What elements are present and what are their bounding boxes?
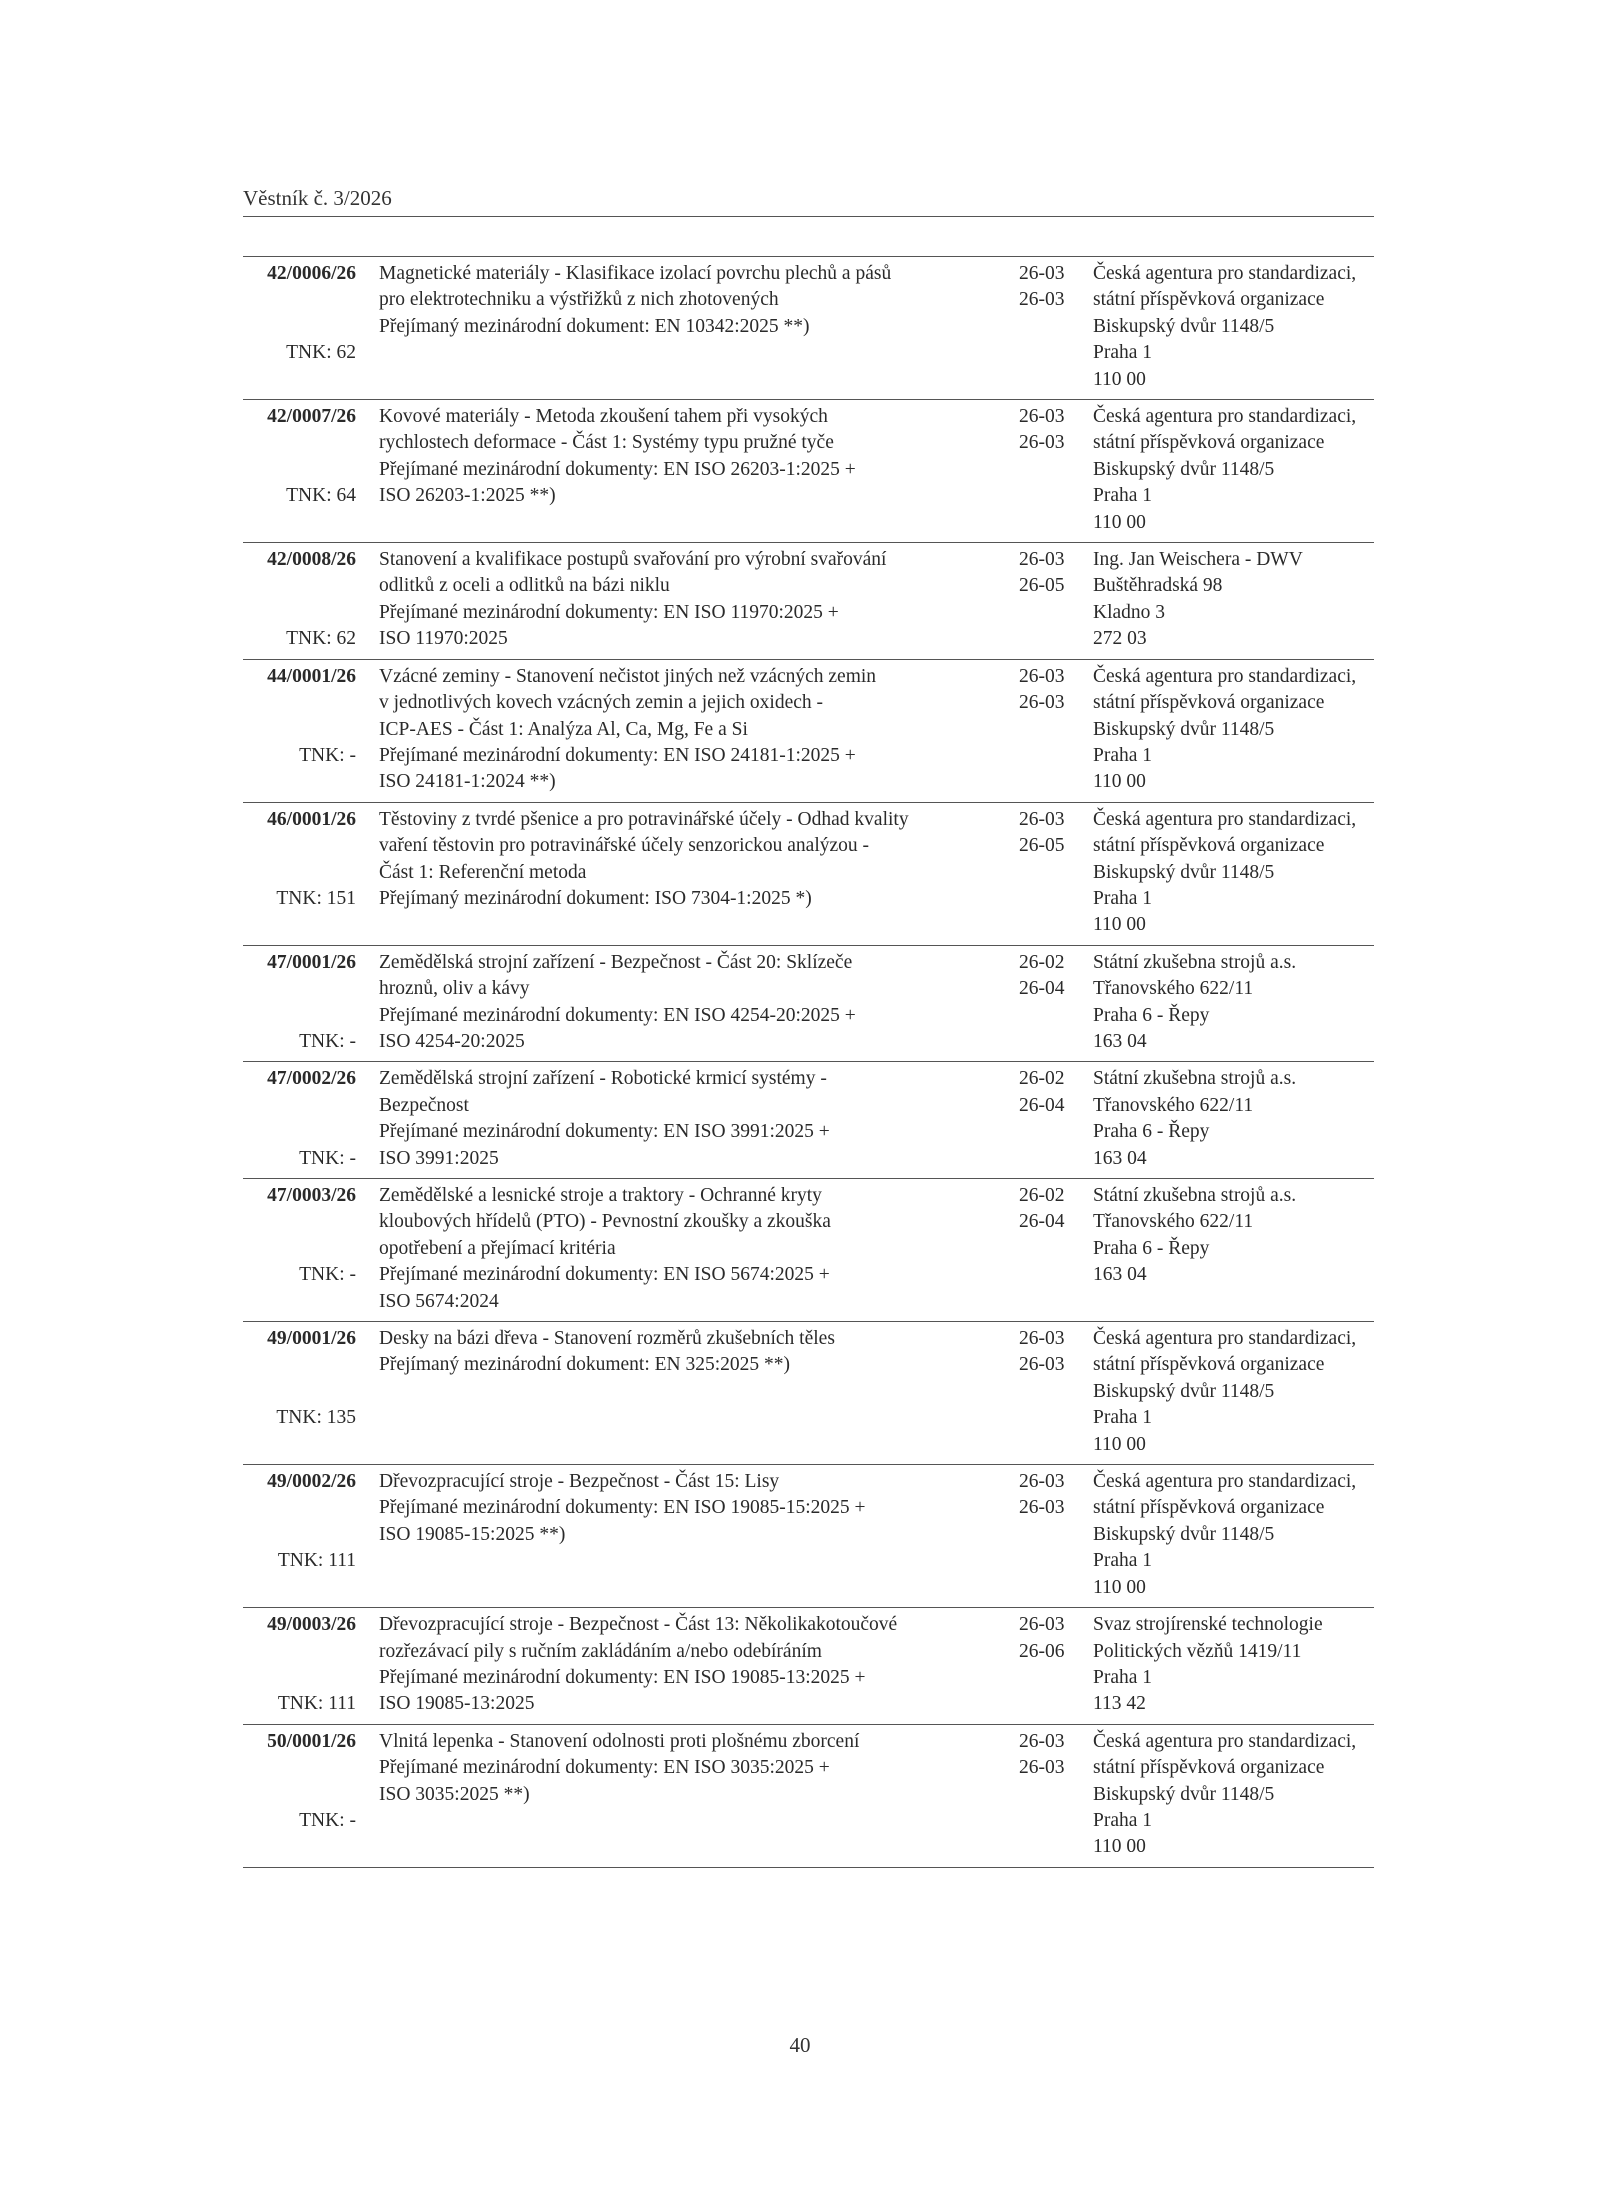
organization-line: Praha 1 (1093, 1407, 1153, 1429)
organization-cell (1093, 1326, 1356, 1458)
organization-line: Česká agentura pro standardizaci, (1093, 406, 1357, 428)
description-line: pro elektrotechniku a výstřižků z nich zhotovených (379, 289, 779, 311)
date: 26-03 (1019, 549, 1065, 571)
organization-cell (1093, 1066, 1296, 1172)
organization-line: Praha 1 (1093, 342, 1153, 364)
description-cell (379, 404, 1019, 510)
dates-cell (1019, 261, 1093, 314)
organization-cell (1093, 664, 1356, 796)
description-line: Přejímané mezinárodní dokumenty: EN ISO 24181-1:2025 + (379, 744, 856, 766)
date: 26-04 (1019, 1211, 1065, 1233)
description-line: Přejímané mezinárodní dokumenty: EN ISO 11970:2025 + (379, 601, 839, 623)
description-line: ISO 26203-1:2025 **) (379, 485, 556, 507)
organization-line: Biskupský dvůr 1148/5 (1093, 315, 1275, 337)
dates-cell (1019, 950, 1093, 1003)
organization-line: státní příspěvková organizace (1093, 692, 1325, 714)
description-line: Vlnitá lepenka - Stanovení odolnosti proti plošnému zborcení (379, 1730, 860, 1752)
date: 26-04 (1019, 1094, 1065, 1116)
table-row (243, 1062, 1374, 1179)
dates-cell (1019, 1612, 1093, 1665)
table-row (243, 946, 1374, 1063)
organization-line: 272 03 (1093, 628, 1147, 650)
date: 26-03 (1019, 1614, 1065, 1636)
organization-line: Praha 1 (1093, 887, 1153, 909)
id-cell (243, 1183, 356, 1289)
organization-line: státní příspěvková organizace (1093, 289, 1325, 311)
description-line: Přejímané mezinárodní dokumenty: EN ISO 3035:2025 + (379, 1757, 830, 1779)
tnk-label: TNK: 151 (276, 887, 356, 909)
date: 26-04 (1019, 978, 1065, 1000)
organization-line: Praha 6 - Řepy (1093, 1004, 1210, 1026)
organization-line: Státní zkušebna strojů a.s. (1093, 1185, 1297, 1206)
organization-line: Státní zkušebna strojů a.s. (1093, 1068, 1297, 1090)
organization-line: Česká agentura pro standardizaci, (1093, 1471, 1357, 1493)
description-line: opotřebení a přejímací kritéria (379, 1237, 616, 1259)
description-line: Kovové materiály - Metoda zkoušení tahem při vysokých (379, 406, 828, 428)
description-line: ISO 5674:2024 (379, 1290, 499, 1312)
description-line: ISO 3035:2025 **) (379, 1783, 530, 1805)
date: 26-03 (1019, 808, 1065, 830)
organization-cell (1093, 1183, 1296, 1289)
description-line: ISO 24181-1:2024 **) (379, 771, 556, 793)
organization-cell (1093, 1469, 1356, 1601)
date: 26-05 (1019, 835, 1065, 857)
standard-number: 47/0002/26 (267, 1068, 356, 1090)
standard-number: 44/0001/26 (267, 665, 356, 687)
running-head: Věstník č. 3/2026 (243, 186, 392, 210)
organization-line: Státní zkušebna strojů a.s. (1093, 951, 1297, 973)
organization-line: státní příspěvková organizace (1093, 432, 1325, 454)
date: 26-03 (1019, 665, 1065, 687)
tnk-label: TNK: - (299, 1809, 356, 1831)
standards-table (243, 256, 1374, 1868)
description-cell (379, 950, 1019, 1056)
tnk-label: TNK: - (299, 744, 356, 766)
organization-cell (1093, 547, 1303, 653)
organization-line: Praha 1 (1093, 744, 1153, 766)
description-line: Vzácné zeminy - Stanovení nečistot jiných než vzácných zemin (379, 665, 877, 687)
organization-cell (1093, 1729, 1356, 1861)
organization-line: Třanovského 622/11 (1093, 1094, 1254, 1116)
description-cell (379, 664, 1019, 796)
dates-cell (1019, 1066, 1093, 1119)
description-cell (379, 547, 1019, 653)
description-line: Přejímaný mezinárodní dokument: EN 325:2025 **) (379, 1354, 791, 1376)
id-cell (243, 1469, 356, 1575)
date: 26-03 (1019, 432, 1065, 454)
date: 26-05 (1019, 575, 1065, 597)
date: 26-03 (1019, 1757, 1065, 1779)
organization-line: 110 00 (1093, 368, 1146, 390)
organization-line: 110 00 (1093, 511, 1146, 533)
tnk-label: TNK: 135 (276, 1407, 356, 1429)
description-line: Zemědělské a lesnické stroje a traktory - Ochranné kryty (379, 1185, 822, 1206)
description-line: vaření těstovin pro potravinářské účely senzorickou analýzou - (379, 835, 870, 857)
description-line: Těstoviny z tvrdé pšenice a pro potravinářské účely - Odhad kvality (379, 808, 909, 830)
description-line: v jednotlivých kovech vzácných zemin a jejich oxidech - (379, 692, 823, 714)
date: 26-03 (1019, 263, 1065, 284)
organization-cell (1093, 404, 1356, 536)
standard-number: 47/0001/26 (267, 951, 356, 973)
organization-line: 110 00 (1093, 914, 1146, 936)
description-line: hroznů, oliv a kávy (379, 978, 530, 1000)
table-row (243, 660, 1374, 803)
description-line: Magnetické materiály - Klasifikace izolací povrchu plechů a pásů (379, 263, 892, 284)
organization-line: Česká agentura pro standardizaci, (1093, 665, 1357, 687)
dates-cell (1019, 1469, 1093, 1522)
date: 26-03 (1019, 1730, 1065, 1752)
id-cell (243, 261, 356, 367)
organization-line: Praha 1 (1093, 1809, 1153, 1831)
standard-number: 50/0001/26 (267, 1730, 356, 1752)
organization-line: Česká agentura pro standardizaci, (1093, 1730, 1357, 1752)
organization-line: Praha 1 (1093, 485, 1153, 507)
standard-number: 49/0003/26 (267, 1614, 356, 1636)
organization-line: Třanovského 622/11 (1093, 978, 1254, 1000)
description-line: rozřezávací pily s ručním zakládáním a/nebo odebíráním (379, 1640, 822, 1662)
tnk-label: TNK: 62 (286, 342, 356, 364)
id-cell (243, 807, 356, 913)
organization-line: 110 00 (1093, 771, 1146, 793)
dates-cell (1019, 807, 1093, 860)
organization-line: Biskupský dvůr 1148/5 (1093, 861, 1275, 883)
tnk-label: TNK: 64 (286, 485, 356, 507)
description-cell (379, 1729, 1019, 1808)
table-row (243, 400, 1374, 543)
description-line: Přejímaný mezinárodní dokument: ISO 7304-1:2025 *) (379, 887, 812, 909)
organization-line: Biskupský dvůr 1148/5 (1093, 458, 1275, 480)
description-cell (379, 1183, 1019, 1315)
date: 26-03 (1019, 406, 1065, 428)
organization-line: Česká agentura pro standardizaci, (1093, 808, 1357, 830)
organization-line: 113 42 (1093, 1693, 1146, 1715)
table-row (243, 543, 1374, 660)
date: 26-03 (1019, 692, 1065, 714)
tnk-label: TNK: - (299, 1147, 356, 1169)
description-line: Stanovení a kvalifikace postupů svařování pro výrobní svařování (379, 549, 887, 571)
dates-cell (1019, 1326, 1093, 1379)
tnk-label: TNK: - (299, 1264, 356, 1286)
organization-line: 110 00 (1093, 1433, 1146, 1455)
standard-number: 42/0006/26 (267, 263, 356, 284)
page-number: 40 (789, 2033, 811, 2057)
description-line: ICP-AES - Část 1: Analýza Al, Ca, Mg, Fe a Si (379, 718, 748, 740)
date: 26-03 (1019, 1471, 1065, 1493)
organization-line: 110 00 (1093, 1836, 1146, 1858)
id-cell (243, 1326, 356, 1432)
date: 26-03 (1019, 1354, 1065, 1376)
organization-line: Česká agentura pro standardizaci, (1093, 1328, 1357, 1350)
organization-line: 163 04 (1093, 1030, 1147, 1052)
standard-number: 42/0007/26 (267, 406, 356, 428)
id-cell (243, 1612, 356, 1718)
description-line: Přejímané mezinárodní dokumenty: EN ISO 4254-20:2025 + (379, 1004, 856, 1026)
organization-line: státní příspěvková organizace (1093, 835, 1325, 857)
description-line: ISO 19085-13:2025 (379, 1693, 535, 1715)
description-line: Přejímané mezinárodní dokumenty: EN ISO 19085-15:2025 + (379, 1497, 866, 1519)
organization-line: Politických vězňů 1419/11 (1093, 1640, 1302, 1662)
dates-cell (1019, 1729, 1093, 1782)
id-cell (243, 950, 356, 1056)
standard-number: 47/0003/26 (267, 1185, 356, 1206)
organization-line: Buštěhradská 98 (1093, 575, 1223, 597)
table-row (243, 803, 1374, 946)
organization-line: Praha 1 (1093, 1550, 1153, 1572)
organization-line: Praha 6 - Řepy (1093, 1237, 1210, 1259)
date: 26-02 (1019, 1185, 1065, 1206)
standard-number: 49/0001/26 (267, 1328, 356, 1350)
id-cell (243, 404, 356, 510)
description-cell (379, 807, 1019, 913)
date: 26-03 (1019, 289, 1065, 311)
organization-line: Česká agentura pro standardizaci, (1093, 263, 1357, 284)
id-cell (243, 664, 356, 770)
dates-cell (1019, 404, 1093, 457)
date: 26-02 (1019, 951, 1065, 973)
description-line: Desky na bázi dřeva - Stanovení rozměrů zkušebních těles (379, 1328, 835, 1350)
header-rule (243, 216, 1374, 217)
date: 26-03 (1019, 1497, 1065, 1519)
id-cell (243, 547, 356, 653)
organization-line: Biskupský dvůr 1148/5 (1093, 1523, 1275, 1545)
table-row (243, 1608, 1374, 1725)
description-line: Bezpečnost (379, 1094, 469, 1116)
table-row (243, 1465, 1374, 1608)
organization-line: Biskupský dvůr 1148/5 (1093, 718, 1275, 740)
description-cell (379, 261, 1019, 340)
description-line: Přejímané mezinárodní dokumenty: EN ISO 3991:2025 + (379, 1121, 830, 1143)
date: 26-06 (1019, 1640, 1065, 1662)
table-row (243, 1322, 1374, 1465)
organization-line: státní příspěvková organizace (1093, 1354, 1325, 1376)
description-cell (379, 1469, 1019, 1548)
tnk-label: TNK: 62 (286, 628, 356, 650)
description-line: ISO 11970:2025 (379, 628, 508, 650)
description-line: odlitků z oceli a odlitků na bázi niklu (379, 575, 670, 597)
date: 26-02 (1019, 1068, 1065, 1090)
id-cell (243, 1066, 356, 1172)
description-line: Přejímané mezinárodní dokumenty: EN ISO 19085-13:2025 + (379, 1666, 866, 1688)
description-line: Část 1: Referenční metoda (379, 861, 587, 883)
organization-line: Praha 1 (1093, 1666, 1153, 1688)
description-cell (379, 1326, 1019, 1379)
organization-line: Kladno 3 (1093, 601, 1166, 623)
description-cell (379, 1612, 1019, 1718)
organization-line: 163 04 (1093, 1147, 1147, 1169)
organization-line: 110 00 (1093, 1576, 1146, 1598)
organization-line: Biskupský dvůr 1148/5 (1093, 1380, 1275, 1402)
description-line: Zemědělská strojní zařízení - Robotické krmicí systémy - (379, 1068, 827, 1090)
dates-cell (1019, 664, 1093, 717)
organization-line: Svaz strojírenské technologie (1093, 1614, 1323, 1636)
description-line: Dřevozpracující stroje - Bezpečnost - Část 13: Několikakotoučové (379, 1614, 898, 1636)
organization-cell (1093, 950, 1296, 1056)
table-row (243, 1179, 1374, 1322)
date: 26-03 (1019, 1328, 1065, 1350)
organization-cell (1093, 1612, 1323, 1718)
organization-line: Biskupský dvůr 1148/5 (1093, 1783, 1275, 1805)
dates-cell (1019, 1183, 1093, 1236)
description-line: Přejímané mezinárodní dokumenty: EN ISO 26203-1:2025 + (379, 458, 856, 480)
organization-line: státní příspěvková organizace (1093, 1757, 1325, 1779)
description-line: ISO 4254-20:2025 (379, 1030, 525, 1052)
description-cell (379, 1066, 1019, 1172)
description-line: Přejímané mezinárodní dokumenty: EN ISO 5674:2025 + (379, 1264, 830, 1286)
tnk-label: TNK: 111 (277, 1550, 356, 1572)
organization-line: 163 04 (1093, 1264, 1147, 1286)
organization-line: státní příspěvková organizace (1093, 1497, 1325, 1519)
standard-number: 49/0002/26 (267, 1471, 356, 1493)
organization-line: Třanovského 622/11 (1093, 1211, 1254, 1233)
organization-cell (1093, 807, 1356, 939)
standard-number: 42/0008/26 (267, 549, 356, 571)
description-line: Zemědělská strojní zařízení - Bezpečnost - Část 20: Sklízeče (379, 951, 853, 973)
tnk-label: TNK: - (299, 1030, 356, 1052)
description-line: ISO 3991:2025 (379, 1147, 499, 1169)
dates-cell (1019, 547, 1093, 600)
description-line: rychlostech deformace - Část 1: Systémy typu pružné tyče (379, 432, 834, 454)
standard-number: 46/0001/26 (267, 808, 356, 830)
organization-line: Ing. Jan Weischera - DWV (1093, 549, 1303, 571)
organization-cell (1093, 261, 1356, 393)
table-row (243, 257, 1374, 400)
description-line: kloubových hřídelů (PTO) - Pevnostní zkoušky a zkouška (379, 1211, 831, 1233)
tnk-label: TNK: 111 (277, 1693, 356, 1715)
organization-line: Praha 6 - Řepy (1093, 1121, 1210, 1143)
description-line: Přejímaný mezinárodní dokument: EN 10342:2025 **) (379, 315, 810, 337)
description-line: Dřevozpracující stroje - Bezpečnost - Část 15: Lisy (379, 1471, 780, 1493)
description-line: ISO 19085-15:2025 **) (379, 1523, 566, 1545)
table-row (243, 1725, 1374, 1868)
id-cell (243, 1729, 356, 1835)
